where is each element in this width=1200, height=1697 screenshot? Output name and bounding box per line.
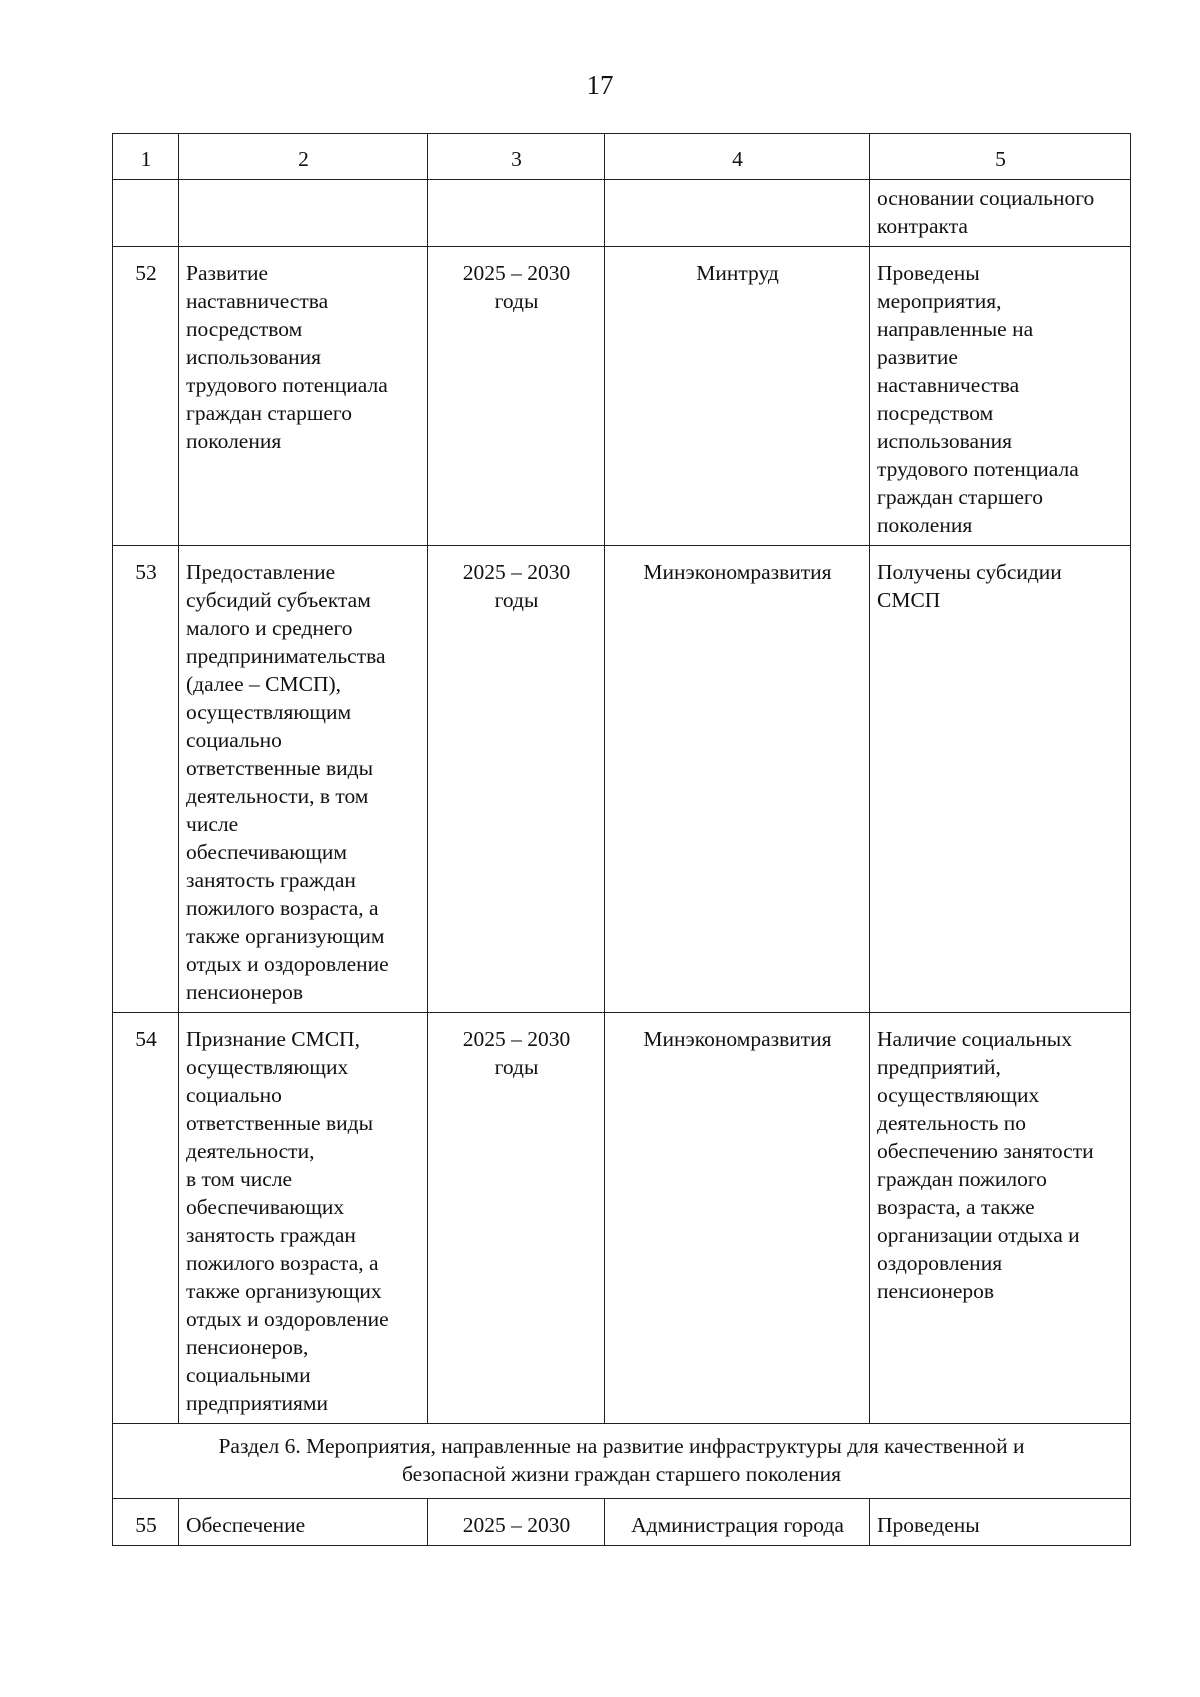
executor-cell: Минтруд bbox=[605, 247, 870, 546]
section-title: Раздел 6. Мероприятия, направленные на развитие инфраструктуры для качественной и безопасной жизни граждан старшего поколения bbox=[113, 1424, 1131, 1499]
continuation-executor-cell bbox=[605, 180, 870, 247]
header-col-4: 4 bbox=[605, 134, 870, 180]
row-number: 53 bbox=[113, 546, 179, 1013]
measure-cell: Предоставление субсидий субъектам малого и среднего предпринимательства (далее – СМСП), осуществляющим социально ответственные виды деятельности, в том числе обеспечивающим занятость граждан пожилого возраста, а также организующим отдых и оздоровление пенсионеров bbox=[179, 546, 428, 1013]
measure-cell: Развитие наставничества посредством использования трудового потенциала граждан старшего поколения bbox=[179, 247, 428, 546]
executor-cell: Минэкономразвития bbox=[605, 546, 870, 1013]
row-number: 52 bbox=[113, 247, 179, 546]
header-col-2: 2 bbox=[179, 134, 428, 180]
table-header-row bbox=[113, 134, 1131, 180]
measure-cell: Обеспечение bbox=[179, 1499, 428, 1546]
measures-table bbox=[112, 133, 1131, 1546]
continuation-num-cell bbox=[113, 180, 179, 247]
executor-cell: Администрация города bbox=[605, 1499, 870, 1546]
result-cell: Проведены мероприятия, направленные на развитие наставничества посредством использования трудового потенциала граждан старшего поколения bbox=[870, 247, 1131, 546]
continuation-period-cell bbox=[428, 180, 605, 247]
header-col-3: 3 bbox=[428, 134, 605, 180]
header-col-1: 1 bbox=[113, 134, 179, 180]
period-cell: 2025 – 2030 годы bbox=[428, 546, 605, 1013]
period-cell: 2025 – 2030 bbox=[428, 1499, 605, 1546]
result-cell: Наличие социальных предприятий, осуществляющих деятельность по обеспечению занятости граждан пожилого возраста, а также организации отдыха и оздоровления пенсионеров bbox=[870, 1013, 1131, 1424]
row-number: 55 bbox=[113, 1499, 179, 1546]
result-cell: Получены субсидии СМСП bbox=[870, 546, 1131, 1013]
table-row-55 bbox=[113, 1499, 1131, 1546]
executor-cell: Минэкономразвития bbox=[605, 1013, 870, 1424]
row-number: 54 bbox=[113, 1013, 179, 1424]
header-col-5: 5 bbox=[870, 134, 1131, 180]
period-cell: 2025 – 2030 годы bbox=[428, 1013, 605, 1424]
continuation-result-cell: основании социального контракта bbox=[870, 180, 1131, 247]
result-cell: Проведены bbox=[870, 1499, 1131, 1546]
continuation-measure-cell bbox=[179, 180, 428, 247]
section-heading-row bbox=[113, 1424, 1131, 1499]
period-cell: 2025 – 2030 годы bbox=[428, 247, 605, 546]
continuation-row bbox=[113, 180, 1131, 247]
table-row-53 bbox=[113, 546, 1131, 1013]
page-number: 17 bbox=[586, 70, 614, 100]
measure-cell: Признание СМСП, осуществляющих социально ответственные виды деятельности, в том числе обеспечивающих занятость граждан пожилого возраста, а также организующих отдых и оздоровление пенсионеров, социальными предприятиями bbox=[179, 1013, 428, 1424]
table-row-54 bbox=[113, 1013, 1131, 1424]
table-row-52 bbox=[113, 247, 1131, 546]
